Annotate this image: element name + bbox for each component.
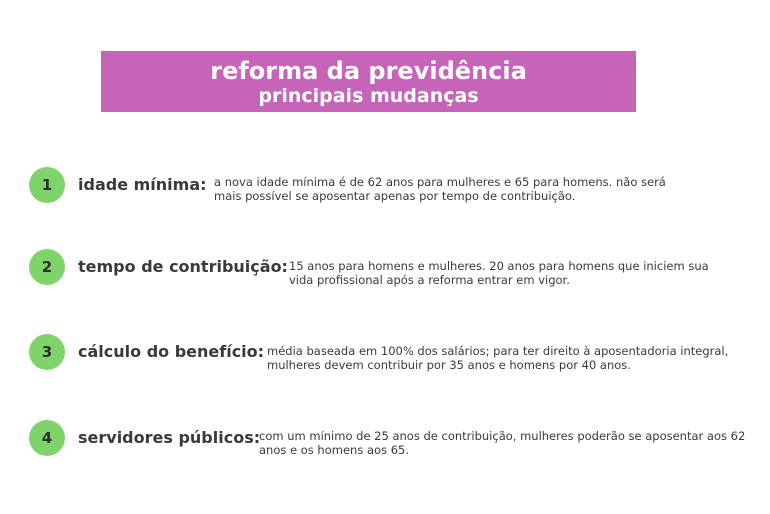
page-title: reforma da previdência <box>210 57 527 85</box>
page-subtitle: principais mudanças <box>258 85 479 107</box>
item-label: tempo de contribuição: <box>78 257 288 276</box>
list-item-idade-minima <box>0 165 770 205</box>
number-badge: 1 <box>29 167 65 203</box>
item-label: cálculo do benefício: <box>78 342 265 361</box>
item-description: média baseada em 100% dos salários; para ter direito à aposentadoria integral, mulheres devem contribuir por 35 anos e homens por 40 anos. <box>267 344 729 372</box>
item-label: idade mínima: <box>78 175 207 194</box>
number-badge: 4 <box>29 420 65 456</box>
number-badge: 3 <box>29 334 65 370</box>
item-label: servidores públicos: <box>78 428 261 447</box>
list-item-calculo-do-beneficio <box>0 334 770 374</box>
item-description: com um mínimo de 25 anos de contribuição, mulheres poderão se aposentar aos 62 anos e os homens aos 65. <box>259 429 746 457</box>
list-item-servidores-publicos <box>0 420 770 460</box>
item-description: 15 anos para homens e mulheres. 20 anos para homens que iniciem sua vida profissional após a reforma entrar em vigor. <box>289 259 709 287</box>
header-banner <box>101 51 636 112</box>
list-item-tempo-de-contribuicao <box>0 249 770 289</box>
item-description: a nova idade mínima é de 62 anos para mulheres e 65 para homens. não será mais possível se aposentar apenas por tempo de contribuição. <box>214 175 666 203</box>
number-badge: 2 <box>29 249 65 285</box>
